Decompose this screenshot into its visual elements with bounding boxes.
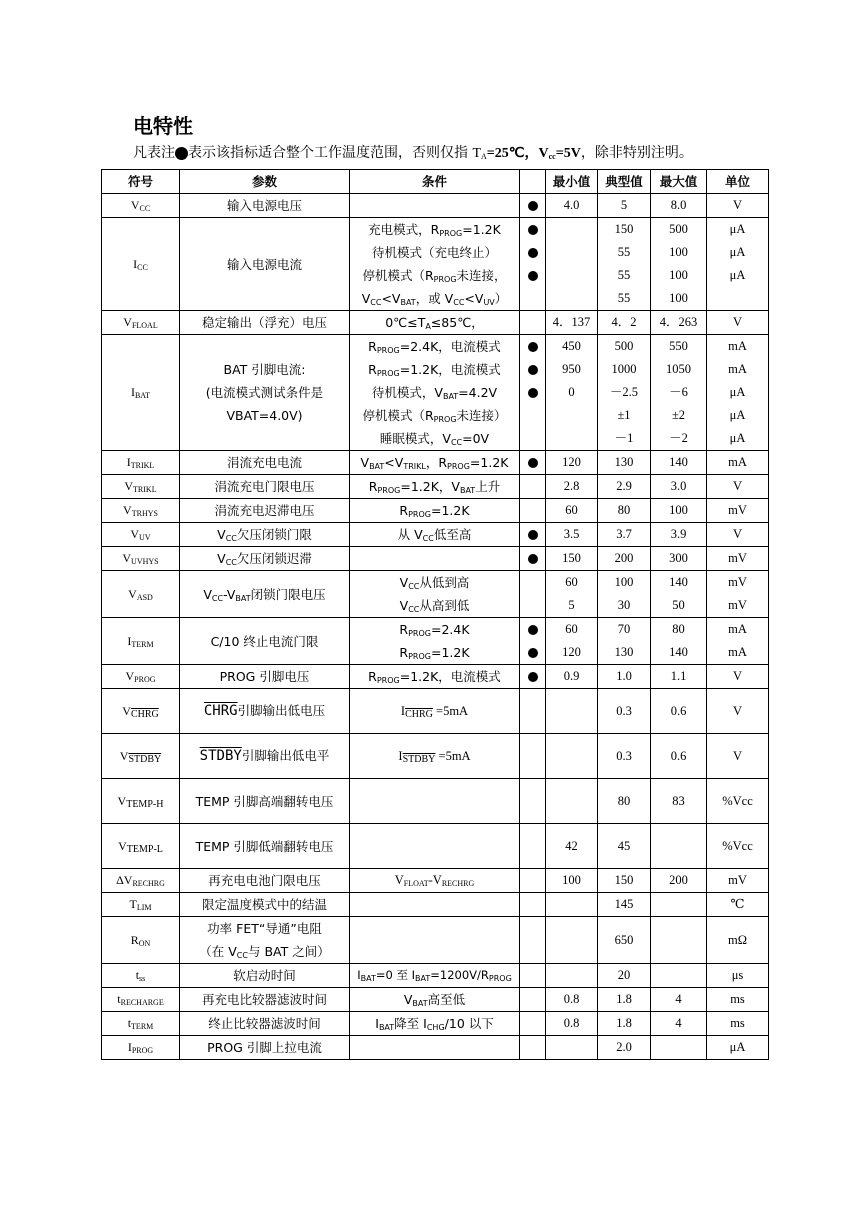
- electrical-characteristics-table: [101, 169, 769, 1060]
- bullet-icon: [528, 625, 538, 635]
- header-min: 最小值: [546, 170, 598, 194]
- table-row: $R_{ON}$ 功率 FET“导通”电阻 （在 $V_{CC}$与 BAT 之间） 650 mΩ: [102, 917, 769, 964]
- header-typ: 典型值: [598, 170, 651, 194]
- table-row: $V_{TRHYS}$ 涓流充电迟滞电压 $R_{PROG}=1.2K$ 60 80 100 mV: [102, 499, 769, 523]
- table-row: $I_{PROG}$ PROG 引脚上拉电流 2.0 μA: [102, 1036, 769, 1060]
- bullet-icon: [528, 248, 538, 258]
- header-condition: 条件: [350, 170, 520, 194]
- bullet-icon: [528, 530, 538, 540]
- table-row: $V_{UVHYS}$ $V_{CC}$欠压闭锁迟滞 150 200 300 mV: [102, 547, 769, 571]
- header-max: 最大值: [651, 170, 707, 194]
- bullet-icon: [528, 388, 538, 398]
- bullet-icon: [175, 147, 188, 160]
- table-row: $V_{CC}$ 输入电源电压 4.0 5 8.0 V: [102, 194, 769, 218]
- table-row: $V_{TRIKL}$ 涓流充电门限电压 $R_{PROG}=1.2K$，$V_{BAT}$上升 2.8 2.9 3.0 V: [102, 475, 769, 499]
- bullet-icon: [528, 554, 538, 564]
- table-row: $V_{TEMP-H}$ TEMP 引脚高端翻转电压 80 83 %Vcc: [102, 779, 769, 824]
- table-row: $V_{ASD}$ $V_{CC}-V_{BAT}$闭锁门限电压 $V_{CC}$从低到高 $V_{CC}$从高到低 60 5 100 30 140 50 mV mV: [102, 571, 769, 618]
- table-row: $V_{PROG}$ PROG 引脚电压 $R_{PROG}=1.2K$，电流模式 0.9 1.0 1.1 V: [102, 665, 769, 689]
- header-unit: 单位: [707, 170, 769, 194]
- bullet-icon: [528, 672, 538, 682]
- table-row: $t_{TERM}$ 终止比较器滤波时间 $I_{BAT}$降至 $I_{CHG}/10$ 以下 0.8 1.8 4 ms: [102, 1012, 769, 1036]
- table-row: $V_{CHRG}$ CHRG引脚输出低电压 $I_{CHRG} =5mA$ 0.3 0.6 V: [102, 689, 769, 734]
- table-row: $V_{TEMP-L}$ TEMP 引脚低端翻转电压 42 45 %Vcc: [102, 824, 769, 869]
- bullet-icon: [528, 225, 538, 235]
- table-row: $t_{ss}$ 软启动时间 $I_{BAT}=0$ 至 $I_{BAT}=1200V/R_{PROG}$ 20 μs: [102, 964, 769, 988]
- header-dot: [520, 170, 546, 194]
- table-row: $t_{RECHARGE}$ 再充电比较器滤波时间 $V_{BAT}$高至低 0.8 1.8 4 ms: [102, 988, 769, 1012]
- table-row: $I_{CC}$ 输入电源电流 充电模式，$R_{PROG}=1.2K$ 待机模式（充电终止） 停机模式（$R_{PROG}$未连接， $V_{CC}<V_{BAT}$，或 $V_{CC}<V_{UV}$） 150 55 55 55 500 100 100 100 μA μA μA: [102, 218, 769, 311]
- bullet-icon: [528, 648, 538, 658]
- bullet-icon: [528, 201, 538, 211]
- section-title: 电特性: [133, 114, 193, 138]
- bullet-icon: [528, 271, 538, 281]
- table-row: $\Delta V_{RECHRG}$ 再充电电池门限电压 $V_{FLOAT}-V_{RECHRG}$ 100 150 200 mV: [102, 869, 769, 893]
- bullet-icon: [528, 365, 538, 375]
- table-header-row: [102, 170, 769, 194]
- table-row: $I_{BAT}$ BAT 引脚电流: (电流模式测试条件是 VBAT=4.0V) $R_{PROG}=2.4K$，电流模式 $R_{PROG}=1.2K$，电流模式 待机模式，$V_{BAT}=4.2V$ 停机模式（$R_{PROG}$未连接） 睡眠模式，$V_{CC}=0V$ 450 950 0 500 1000 －2.5 ±1 －1 550 1050 －6 ±2 －2 mA mA μA μA μA: [102, 335, 769, 451]
- table-row: $V_{FLOAL}$ 稳定输出（浮充）电压 $0℃\le T_A\le 85℃$， 4．137 4．2 4．263 V: [102, 311, 769, 335]
- table-row: $I_{TERM}$ C/10 终止电流门限 $R_{PROG}=2.4K$ $R_{PROG}=1.2K$ 60 120 70 130 80 140 mA mA: [102, 618, 769, 665]
- header-param: 参数: [180, 170, 350, 194]
- table-row: $T_{LIM}$ 限定温度模式中的结温 145 ℃: [102, 893, 769, 917]
- bullet-icon: [528, 458, 538, 468]
- bullet-icon: [528, 342, 538, 352]
- header-symbol: 符号: [102, 170, 180, 194]
- table-row: $V_{STDBY}$ STDBY引脚输出低电平 $I_{STDBY} =5mA$ 0.3 0.6 V: [102, 734, 769, 779]
- table-row: $I_{TRIKL}$ 涓流充电电流 $V_{BAT}<V_{TRIKL}$，$R_{PROG}=1.2K$ 120 130 140 mA: [102, 451, 769, 475]
- table-row: $V_{UV}$ $V_{CC}$欠压闭锁门限 从 $V_{CC}$低至高 3.5 3.7 3.9 V: [102, 523, 769, 547]
- note-text: 凡表注 表示该指标适合整个工作温度范围，否则仅指 $T_A=25℃$，$V_{cc}=5V$，除非特别注明。: [133, 145, 693, 161]
